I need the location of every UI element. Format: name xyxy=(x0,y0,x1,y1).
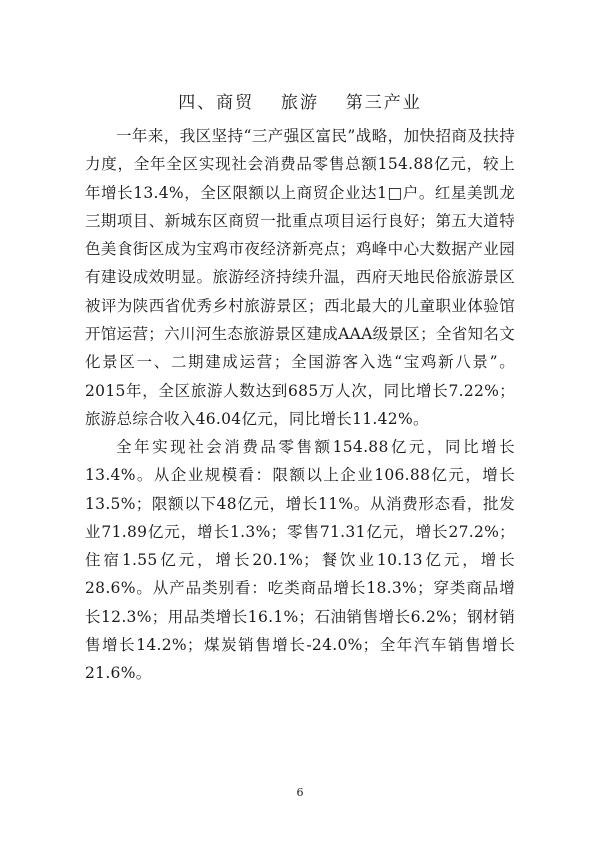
paragraph-retail-sales: 全年实现社会消费品零售额154.88亿元，同比增长13.4%。从企业规模看：限额以上企业106.88亿元，增长13.5%；限额以下48亿元，增长11%。从消费形态看，批发业71.89亿元，增长1.3%；零售71.31亿元，增长27.2%；住宿1.55亿元，增长20.1%；餐饮业10.13亿元，增长28.6%。从产品类别看：吃类商品增长18.3%；穿类商品增长12.3%；用品类增长16.1%；石油销售增长6.2%；钢材销售增长14.2%；煤炭销售增长-24.0%；全年汽车销售增长21.6%。 xyxy=(85,438,515,683)
page-number: 6 xyxy=(296,786,304,799)
paragraph-overview: 一年来，我区坚持“三产强区富民”战略，加快招商及扶持力度，全年全区实现社会消费品零售总额154.88亿元，较上年增长13.4%，全区限额以上商贸企业达1□户。红星美凯龙三期项目、新城东区商贸一批重点项目运行良好；第五大道特色美食街区成为宝鸡市夜经济新亮点；鸡峰中心大数据产业园有建设成效明显。旅游经济持续升温，西府天地民俗旅游景区被评为陕西省优秀乡村旅游景区；西北最大的儿童职业体验馆开馆运营；六川河生态旅游景区建成AAA级景区；全省知名文化景区一、二期建成运营；全国游客入选“宝鸡新八景”。2015年，全区旅游人数达到685万人次，同比增长7.22%；旅游总综合收入46.04亿元，同比增长11.42%。 xyxy=(85,127,515,428)
section-heading: 四、商贸 旅游 第三产业 xyxy=(178,93,422,113)
